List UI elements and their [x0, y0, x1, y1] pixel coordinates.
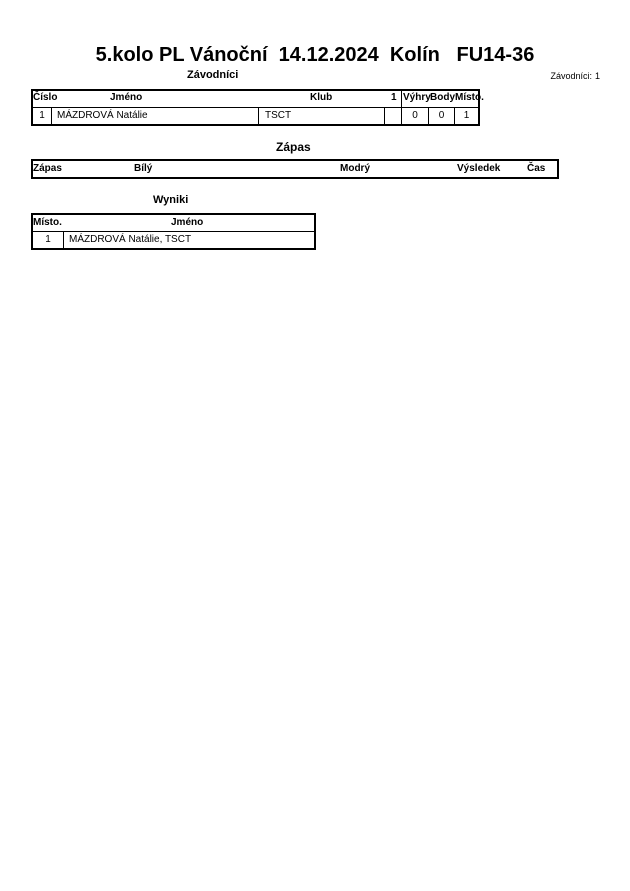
row-name: MÁZDROVÁ Natálie	[57, 110, 148, 121]
results-section-title: Wyniki	[153, 194, 189, 206]
col-header-result-name: Jméno	[171, 217, 204, 228]
col-header-time: Čas	[527, 163, 546, 174]
row-wins: 0	[412, 110, 418, 121]
row-place: 1	[463, 110, 470, 121]
page-title: 5.kolo PL Vánoční 14.12.2024 Kolín FU14-36	[95, 44, 535, 66]
row-club: TSCT	[265, 110, 292, 121]
result-name: MÁZDROVÁ Natálie, TSCT	[69, 234, 192, 245]
col-header-result-place: Místo.	[33, 217, 62, 228]
competitors-count	[547, 71, 600, 81]
competitors-section-title: Závodníci	[187, 69, 239, 81]
competitors-count-value: 1	[594, 71, 600, 81]
col-header-place: Místo.	[455, 92, 484, 103]
col-header-points: Body	[430, 92, 455, 103]
col-header-name: Jméno	[110, 92, 143, 103]
col-header-match: Zápas	[33, 163, 62, 174]
row-number: 1	[39, 110, 45, 121]
col-header-white: Bílý	[134, 163, 153, 174]
col-header-blue: Modrý	[340, 163, 370, 174]
col-header-match1: 1	[391, 92, 397, 103]
col-header-number: Číslo	[33, 92, 58, 103]
competitors-table	[31, 89, 484, 126]
row-points: 0	[438, 110, 445, 121]
col-header-club: Klub	[310, 92, 333, 103]
competitors-count-label: Závodníci:	[550, 71, 592, 81]
result-place: 1	[45, 234, 51, 245]
col-header-result: Výsledek	[457, 163, 501, 174]
matches-table	[31, 159, 559, 179]
results-table	[31, 213, 316, 250]
matches-section-title: Zápas	[276, 140, 311, 154]
col-header-wins: Výhry	[403, 92, 431, 103]
